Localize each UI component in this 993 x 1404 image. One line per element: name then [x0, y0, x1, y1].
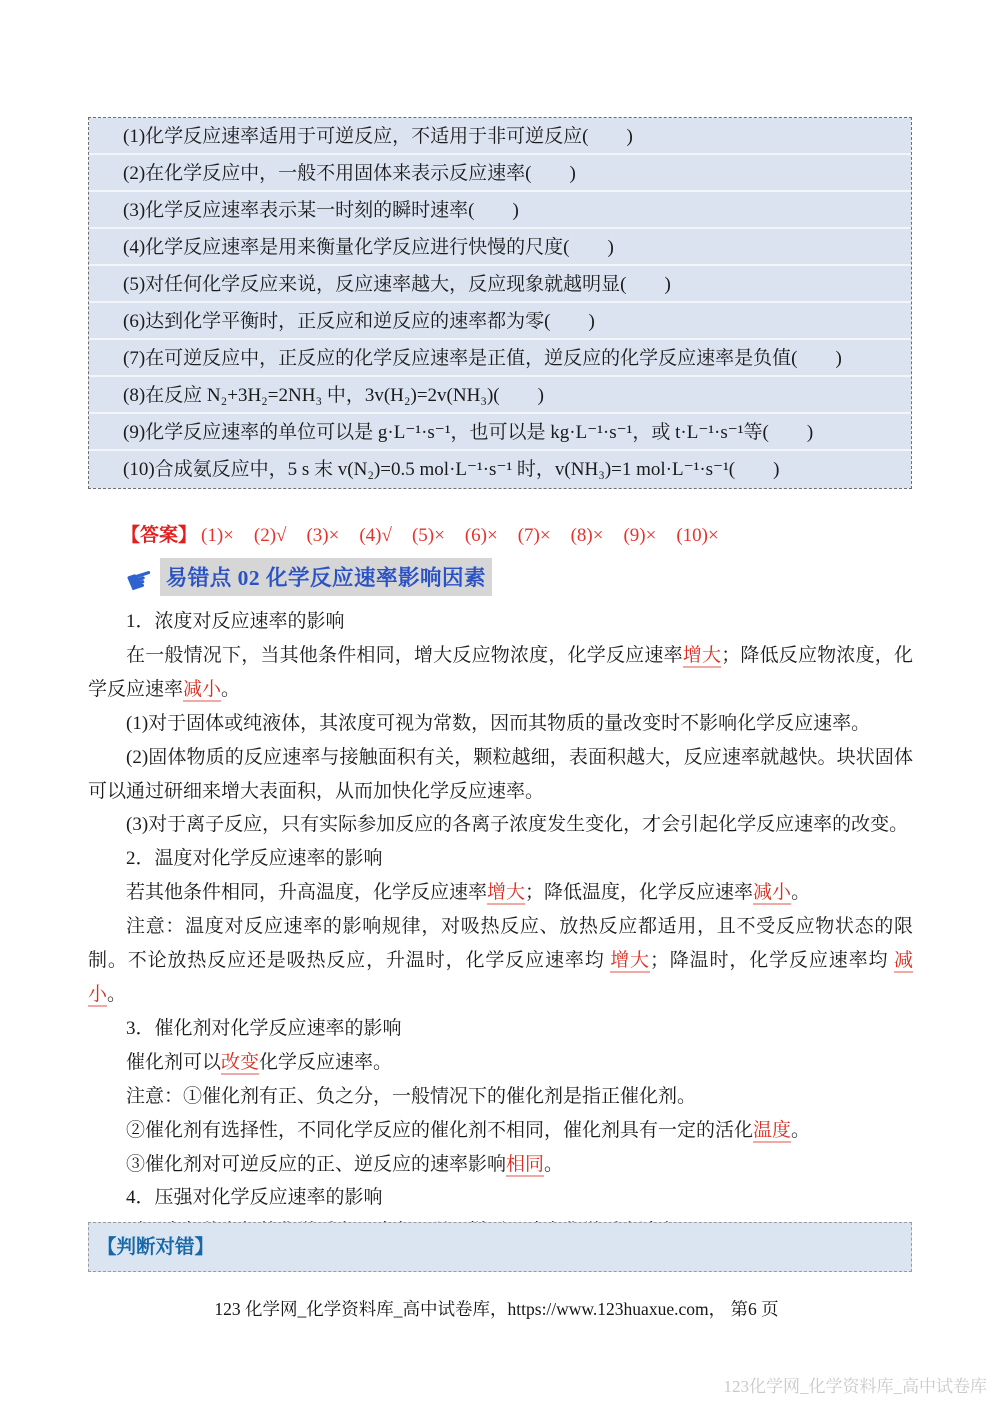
highlighted-term: 减小: [88, 950, 913, 1005]
paragraph-text: 1．浓度对反应速率的影响: [126, 611, 345, 632]
watermark: 123化学网_化学资料库_高中试卷库: [723, 1377, 987, 1396]
answer-item: (7)×: [517, 525, 551, 546]
statement-row: (6)达到化学平衡时，正反应和逆反应的速率都为零( ): [89, 303, 911, 340]
paragraph-text: 化学反应速率。: [259, 1051, 393, 1073]
paragraph: [88, 808, 913, 842]
answer-item: (8)×: [570, 525, 604, 546]
paragraph-text: ；降低反应物浓度，化学反应速率: [88, 644, 913, 700]
answer-line: [121, 520, 961, 547]
paragraph-text: ②催化剂有选择性，不同化学反应的催化剂不相同，催化剂具有一定的活化: [126, 1119, 754, 1141]
highlighted-term: 减小: [753, 882, 792, 904]
paragraph-text: 。: [221, 678, 241, 700]
section-title: 易错点 02 化学反应速率影响因素: [160, 558, 492, 596]
answer-item: (2)√: [253, 525, 287, 546]
answer-item: (6)×: [464, 525, 498, 546]
statement-row: (3)化学反应速率表示某一时刻的瞬时速率( ): [89, 192, 911, 229]
paragraph-text: 。: [791, 882, 811, 904]
highlighted-term: 减小: [183, 678, 222, 700]
paragraph: [88, 1114, 913, 1148]
paragraph-text: ③催化剂对可逆反应的正、逆反应的速率影响: [126, 1153, 507, 1175]
paragraph: [88, 1148, 913, 1182]
answer-item: (9)×: [623, 525, 657, 546]
paragraph-text: 。: [107, 983, 127, 1005]
paragraph-text: 3．催化剂对化学反应速率的影响: [126, 1017, 402, 1039]
paragraph: [88, 876, 913, 910]
statement-row: (9)化学反应速率的单位可以是 g·L⁻¹·s⁻¹，也可以是 kg·L⁻¹·s⁻¹，或 t·L⁻¹·s⁻¹等( ): [89, 414, 911, 451]
paragraph-text: 催化剂可以: [126, 1051, 222, 1073]
paragraph: [88, 741, 913, 809]
highlighted-term: 改变: [221, 1051, 260, 1073]
paragraph-text: 4．压强对化学反应速率的影响: [126, 1187, 383, 1209]
paragraph-text: 。: [791, 1119, 811, 1141]
paragraph-text: 。: [544, 1153, 564, 1175]
paragraph: [88, 639, 913, 707]
paragraph-text: (1)对于固体或纯液体，其浓度可视为常数，因而其物质的量改变时不影响化学反应速率。: [126, 712, 871, 734]
judge-box: [88, 1222, 912, 1272]
highlighted-term: 增大: [682, 644, 722, 666]
answer-item: (10)×: [676, 525, 719, 546]
pointing-hand-icon: ☛: [120, 557, 160, 603]
highlighted-term: 增大: [610, 950, 650, 972]
answer-item: (1)×: [201, 525, 234, 546]
statement-row: (7)在可逆反应中，正反应的化学反应速率是正值，逆反应的化学反应速率是负值( ): [89, 340, 911, 377]
answer-item: (5)×: [411, 525, 445, 546]
statement-row: (10)合成氨反应中，5 s 末 v(N₂)=0.5 mol·L⁻¹·s⁻¹ 时，v(NH₃)=1 mol·L⁻¹·s⁻¹( ): [89, 451, 911, 488]
content-body: [88, 605, 913, 1249]
statement-row: (4)化学反应速率是用来衡量化学反应进行快慢的尺度( ): [89, 229, 911, 266]
highlighted-term: 增大: [487, 882, 526, 904]
answer-label: 【答案】: [121, 525, 198, 546]
paragraph-text: (3)对于离子反应，只有实际参加反应的各离子浓度发生变化，才会引起化学反应速率的改变。: [126, 814, 909, 836]
statement-row: (2)在化学反应中，一般不用固体来表示反应速率( ): [89, 155, 911, 192]
paragraph-text: ；降温时，化学反应速率均: [649, 950, 894, 972]
paragraph-text: ；降低温度，化学反应速率: [525, 882, 754, 904]
paragraph: [88, 910, 913, 1012]
paragraph-text: 注意：温度对反应速率的影响规律，对吸热反应、放热反应都适用，且不受反应物状态的限制。不论放热反应还是吸热反应，升温时，化学反应速率均: [88, 916, 913, 972]
answer-items: [201, 525, 739, 546]
paragraph: [88, 842, 913, 876]
paragraph-text: 若其他条件相同，升高温度，化学反应速率: [126, 882, 488, 904]
statement-row: (8)在反应 N₂+3H₂=2NH₃ 中，3v(H₂)=2v(NH₃)( ): [89, 377, 911, 414]
paragraph-text: (2)固体物质的反应速率与接触面积有关，颗粒越细，表面积越大，反应速率就越快。块状固体可以通过研细来增大表面积，从而加快化学反应速率。: [88, 746, 913, 802]
paragraph: [88, 707, 913, 741]
paragraph: [88, 605, 913, 639]
highlighted-term: 温度: [753, 1119, 792, 1141]
paragraph-text: 2．温度对化学反应速率的影响: [126, 848, 383, 870]
paragraph: [88, 1181, 913, 1215]
paragraph: [88, 1012, 913, 1046]
paragraph: [88, 1080, 913, 1114]
answer-item: (4)√: [359, 525, 392, 546]
highlighted-term: 相同: [506, 1153, 545, 1175]
judge-box-label: 【判断对错】: [97, 1237, 215, 1258]
page-footer: 123 化学网_化学资料库_高中试卷库，https://www.123huaxue.com， 第6 页: [214, 1299, 779, 1319]
paragraph-text: 在一般情况下，当其他条件相同，增大反应物浓度，化学反应速率: [126, 644, 683, 666]
paragraph-text: 注意：①催化剂有正、负之分，一般情况下的催化剂是指正催化剂。: [126, 1085, 697, 1107]
section-header: [120, 557, 492, 603]
paragraph: [88, 1046, 913, 1080]
statement-table: [88, 117, 912, 489]
statement-row: (1)化学反应速率适用于可逆反应，不适用于非可逆反应( ): [89, 118, 911, 155]
answer-item: (3)×: [306, 525, 340, 546]
statement-row: (5)对任何化学反应来说，反应速率越大，反应现象就越明显( ): [89, 266, 911, 303]
